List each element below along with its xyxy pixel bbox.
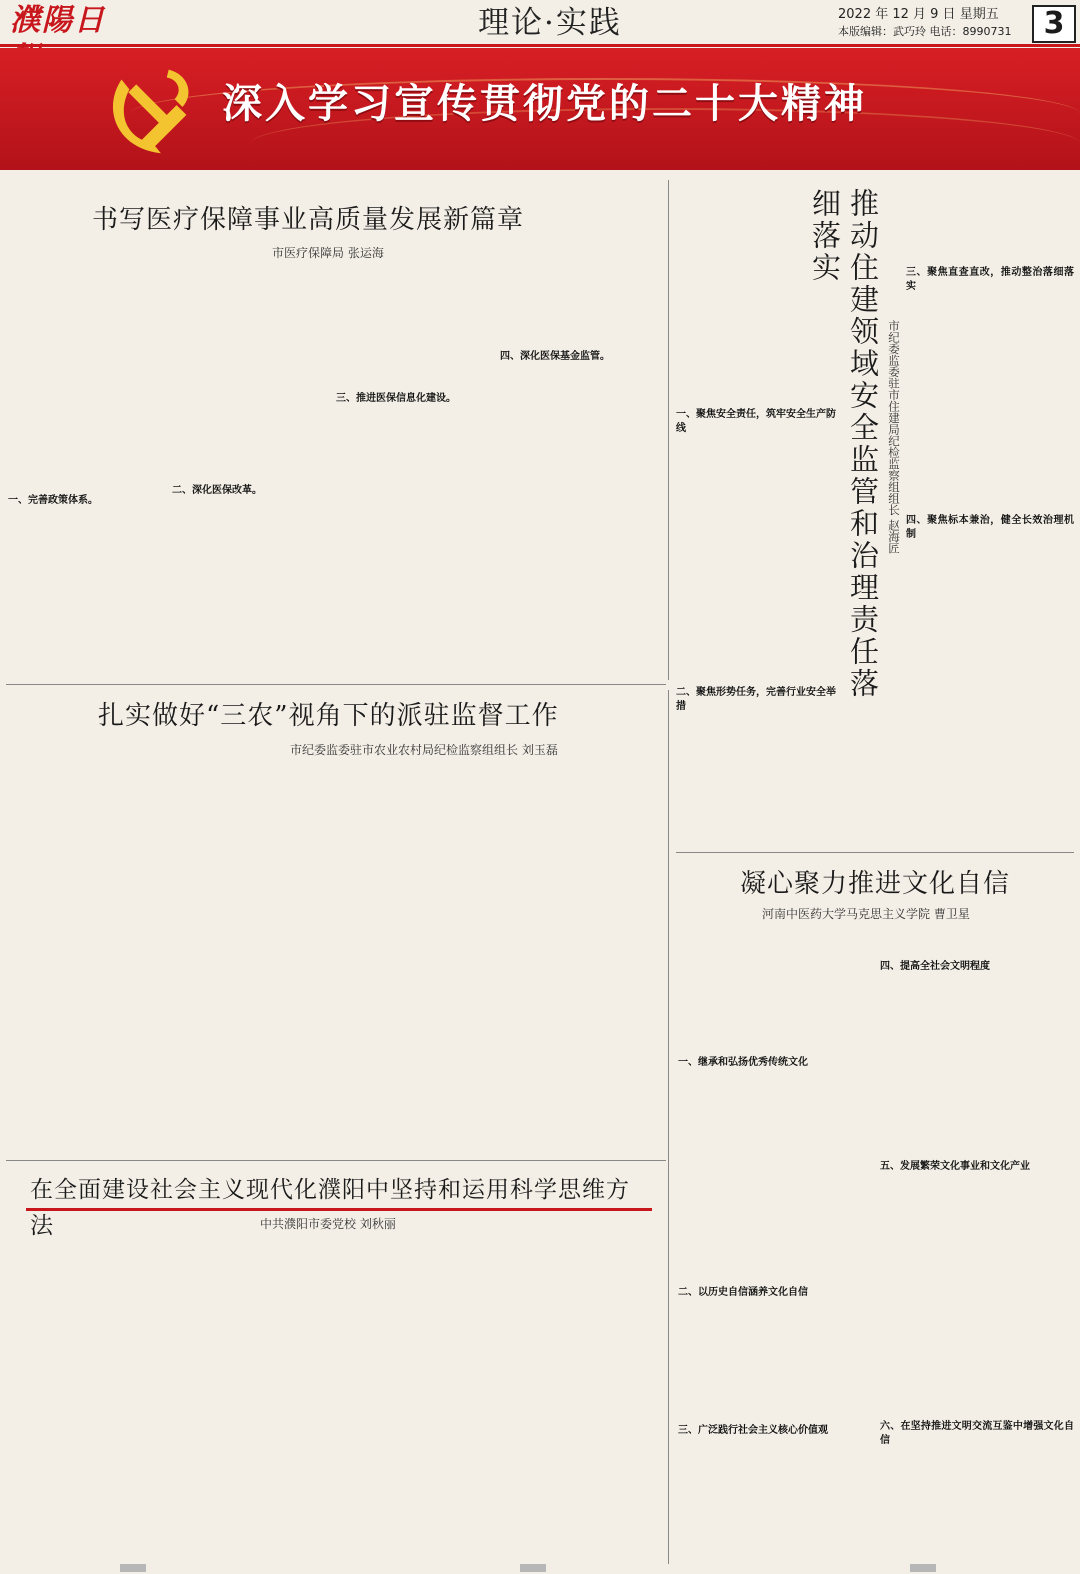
article-body-text	[500, 770, 660, 1150]
article-subhead: 四、深化医保基金监管。	[500, 351, 610, 362]
article-headline: 书写医疗保障事业高质量发展新篇章	[92, 205, 525, 235]
article-subhead: 二、聚焦形势任务，完善行业安全举措	[676, 687, 836, 712]
article-column	[906, 450, 1074, 712]
article-body-text	[336, 1240, 492, 1558]
theme-banner	[0, 48, 1080, 170]
article-subhead: 六、在坚持推进文明交流互鉴中增强文化自信	[880, 1421, 1074, 1446]
article-column	[676, 186, 836, 846]
article-column	[172, 1240, 328, 1558]
article-body-text	[336, 770, 492, 1150]
article-headline: 扎实做好“三农”视角下的派驻监督工作	[98, 701, 559, 731]
article-divider	[6, 1160, 666, 1161]
page-number: 3	[1032, 5, 1076, 43]
article-body-text	[678, 1440, 874, 1564]
article-body-text	[172, 770, 328, 1150]
article-column	[336, 1240, 492, 1558]
article-byline: 中共濮阳市委党校 刘秋丽	[260, 1217, 396, 1231]
article-body-text	[336, 406, 494, 678]
article-column	[172, 280, 330, 678]
section-title: 理论·实践	[478, 5, 622, 41]
article-divider	[6, 684, 666, 685]
article-body-text	[172, 498, 330, 678]
article-subhead: 五、发展繁荣文化事业和文化产业	[880, 1161, 1030, 1172]
article-subhead: 一、继承和弘扬优秀传统文化	[678, 1057, 808, 1068]
masthead-rule	[0, 44, 1080, 47]
article-subhead: 四、提高全社会文明程度	[880, 961, 990, 972]
article-body-text	[8, 770, 164, 1150]
article-byline: 市医疗保障局 张运海	[272, 246, 384, 260]
article-body-text	[880, 1176, 1074, 1416]
article-body-text	[500, 364, 660, 678]
article-body-text	[500, 1240, 660, 1558]
article-column	[8, 770, 164, 1150]
article-body-text	[880, 932, 1074, 956]
article-column	[500, 1240, 660, 1558]
article-headline: 在全面建设社会主义现代化濮阳中坚持和运用科学思维方法	[30, 1177, 630, 1239]
article-column	[500, 280, 660, 678]
article-byline: 市纪委监委驻市住建局纪检监察组组长 赵海匠	[887, 320, 901, 554]
article-byline: 市纪委监委驻市农业农村局纪检监察组组长 刘玉磊	[290, 743, 558, 757]
article-body-text	[842, 714, 1074, 846]
article-divider	[676, 852, 1074, 853]
headline-underline	[26, 1208, 652, 1211]
article-subhead: 一、聚焦安全责任，筑牢安全生产防线	[676, 409, 836, 434]
article-body-text	[8, 1240, 164, 1558]
article-byline: 河南中医药大学马克思主义学院 曹卫星	[762, 907, 970, 921]
party-emblem-icon	[92, 50, 210, 168]
article-column	[172, 770, 328, 1150]
article-body-text	[676, 436, 836, 686]
article-body-text	[678, 1302, 874, 1420]
footer-mark	[520, 1564, 546, 1572]
article-subhead: 一、完善政策体系。	[8, 495, 98, 506]
newspaper-logo: 濮陽日	[10, 3, 106, 38]
article-subhead: 四、聚焦标本兼治，健全长效治理机制	[906, 515, 1074, 540]
article-headline: 凝心聚力推进文化自信	[740, 869, 1011, 899]
article-headline: 推动住建领域安全监管和治理责任落细落实	[808, 188, 880, 700]
article-body-text	[678, 932, 874, 1052]
column-divider	[668, 180, 669, 680]
article-body-text	[676, 714, 836, 846]
article-subhead: 二、以历史自信涵养文化自信	[678, 1287, 808, 1298]
article-column	[336, 770, 492, 1150]
article-column	[906, 186, 1074, 450]
editor-info: 本版编辑：武巧玲 电话：8990731	[838, 25, 1012, 38]
article-column	[336, 280, 494, 678]
banner-title: 深入学习宣传贯彻党的二十大精神	[222, 80, 867, 127]
column-divider	[668, 1160, 669, 1564]
article-column	[842, 714, 1074, 846]
article-column	[8, 280, 166, 678]
footer-mark	[910, 1564, 936, 1572]
article-column	[8, 1240, 164, 1558]
article-subhead: 三、推进医保信息化建设。	[336, 393, 456, 404]
article-body-text	[880, 976, 1074, 1156]
article-body-text	[500, 280, 660, 350]
article-body-text	[336, 280, 494, 392]
article-body-text	[8, 508, 166, 678]
article-column	[678, 932, 874, 1564]
article-body-text	[906, 542, 1074, 712]
article-body-text	[172, 1240, 328, 1558]
article-subhead: 二、深化医保改革。	[172, 485, 262, 496]
article-body-text	[906, 186, 1074, 262]
article-subhead: 三、聚焦直查直改，推动整治落细落实	[906, 267, 1074, 292]
article-column	[880, 932, 1074, 1564]
article-body-text	[172, 280, 330, 484]
footer-mark	[120, 1564, 146, 1572]
article-body-text	[880, 1450, 1074, 1564]
article-body-text	[678, 1072, 874, 1282]
column-divider	[668, 690, 669, 1160]
article-body-text	[8, 280, 166, 494]
article-subhead: 三、广泛践行社会主义核心价值观	[678, 1425, 828, 1436]
article-column	[500, 770, 660, 1150]
issue-date: 2022 年 12 月 9 日 星期五	[838, 7, 999, 22]
article-body-text	[906, 294, 1074, 450]
